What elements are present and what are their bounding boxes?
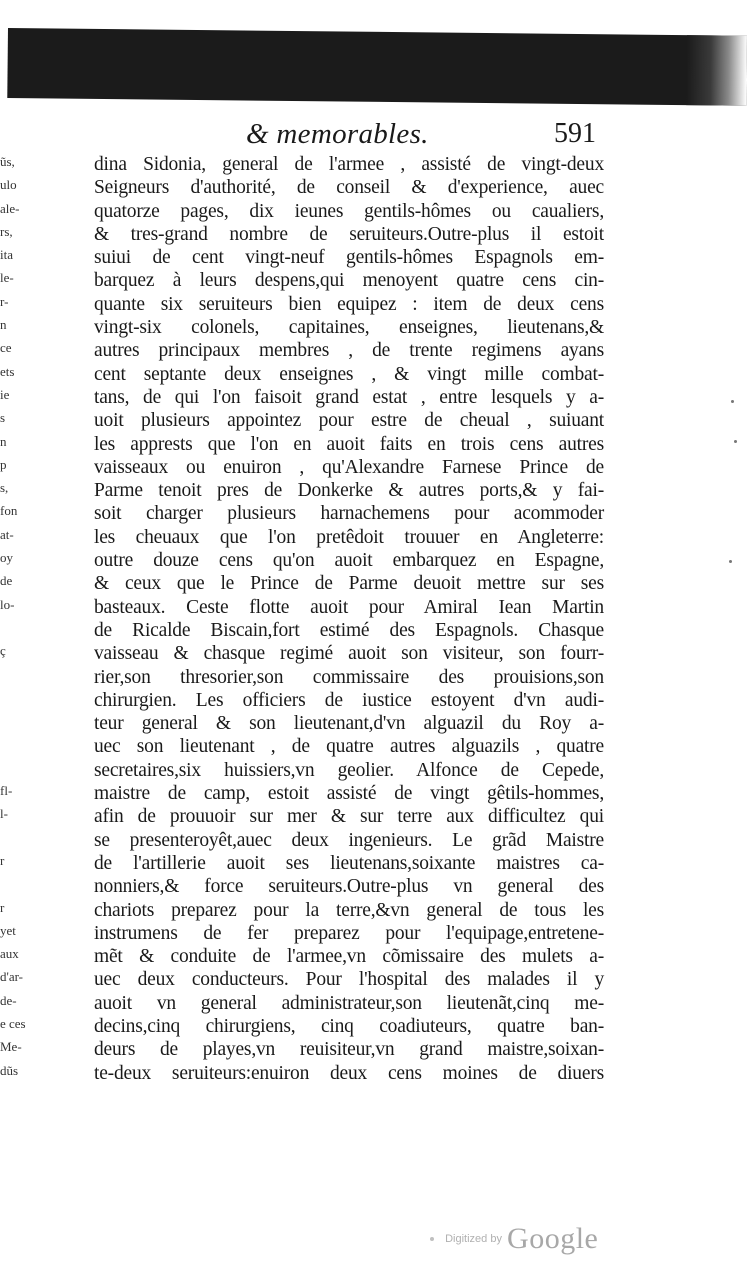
speck xyxy=(731,400,734,403)
margin-note: l- xyxy=(0,806,8,822)
margin-note: ie xyxy=(0,386,10,402)
margin-note xyxy=(0,732,30,755)
margin-note xyxy=(0,709,30,732)
text-line: les apprests que l'on en auoit faits en trois cens autres xyxy=(94,433,604,455)
speck xyxy=(734,440,737,443)
margin-note: e ces xyxy=(0,1015,26,1031)
text-line: te-deux seruiteurs:enuiron deux cens moines de diuers xyxy=(94,1062,604,1084)
text-line: rier,son thresorier,son commissaire des prouisions,son xyxy=(94,666,604,688)
margin-note: r xyxy=(0,899,5,915)
text-line: autres principaux membres , de trente regimens ayans xyxy=(94,340,604,362)
margin-note xyxy=(0,826,30,849)
text-line: suiui de cent vingt-neuf gentils-hômes Espagnols em- xyxy=(94,247,604,269)
margin-note xyxy=(0,663,30,686)
margin-note xyxy=(0,616,30,639)
text-line: cent septante deux enseignes , & vingt mille combat- xyxy=(94,363,604,385)
margin-note: de- xyxy=(0,992,17,1008)
text-line: & tres-grand nombre de seruiteurs.Outre-plus il estoit xyxy=(94,223,604,245)
margin-note: oy xyxy=(0,550,13,566)
margin-note: fl- xyxy=(0,783,13,799)
margin-note: n xyxy=(0,317,7,333)
page-header xyxy=(96,116,596,156)
margin-note: s xyxy=(0,410,6,426)
google-logo: Google xyxy=(507,1222,599,1255)
text-line: auoit vn general administrateur,son lieutenãt,cinq me- xyxy=(94,992,604,1014)
text-line: deurs de playes,vn reuisiteur,vn grand maistre,soixan- xyxy=(94,1039,604,1061)
text-line: afin de prouuoir sur mer & sur terre aux difficultez qui xyxy=(94,806,604,828)
margin-note: rs, xyxy=(0,223,13,239)
margin-note: Me- xyxy=(0,1039,22,1055)
margin-note: r xyxy=(0,852,5,868)
text-line: vingt-six colonels, capitaines, enseignes, lieutenans,& xyxy=(94,317,604,339)
running-title: & memorables. xyxy=(246,118,429,150)
text-line: & ceux que le Prince de Parme deuoit mettre sur ses xyxy=(94,573,604,595)
margin-note: ũs, xyxy=(0,154,15,169)
digitized-by-text: Digitized by xyxy=(445,1233,502,1245)
margin-note: dũs xyxy=(0,1062,19,1078)
text-line: teur general & son lieutenant,d'vn alguazil du Roy a- xyxy=(94,713,604,735)
page-number: 591 xyxy=(554,118,596,149)
margin-note: ale- xyxy=(0,200,20,216)
margin-note: lo- xyxy=(0,596,15,612)
margin-note xyxy=(0,756,30,779)
margin-note: at- xyxy=(0,526,14,542)
speck xyxy=(729,560,732,563)
margin-note: ets xyxy=(0,363,15,379)
text-line: outre douze cens qu'on auoit embarquez en Espagne, xyxy=(94,550,604,572)
text-line: uoit plusieurs appointez pour estre de cheual , suiuant xyxy=(94,410,604,432)
text-line: se presenteroyêt,auec deux ingenieurs. Le grãd Maistre xyxy=(94,829,604,851)
text-line: maistre de camp, estoit assisté de vingt gêtils-hommes, xyxy=(94,783,604,805)
text-line: de l'artillerie auoit ses lieutenans,soixante maistres ca- xyxy=(94,852,604,874)
text-line: quatorze pages, dix ieunes gentils-hômes ou caualiers, xyxy=(94,200,604,222)
margin-note: p xyxy=(0,456,7,472)
margin-note: ç xyxy=(0,643,6,659)
text-line: chariots preparez pour la terre,&vn general de tous les xyxy=(94,899,604,921)
margin-note: d'ar- xyxy=(0,969,24,985)
margin-note: le- xyxy=(0,270,14,286)
text-line: nonniers,& force seruiteurs.Outre-plus vn general des xyxy=(94,876,604,898)
text-line: basteaux. Ceste flotte auoit pour Amiral Iean Martin xyxy=(94,596,604,618)
margin-note: n xyxy=(0,433,7,449)
text-line: vaisseau & chasque regimé auoit son visiteur, son fourr- xyxy=(94,643,604,665)
text-line: Parme tenoit pres de Donkerke & autres ports,& y fai- xyxy=(94,480,604,502)
margin-note xyxy=(0,872,30,895)
margin-note: ce xyxy=(0,340,12,356)
text-line: soit charger plusieurs harnachemens pour acommoder xyxy=(94,503,604,525)
text-line: instrumens de fer preparez pour l'equipage,entretene- xyxy=(94,922,604,944)
text-line: vaisseaux ou enuiron , qu'Alexandre Farnese Prince de xyxy=(94,456,604,478)
margin-note: aux xyxy=(0,946,19,962)
margin-note: fon xyxy=(0,503,18,519)
margin-note: r- xyxy=(0,293,9,309)
margin-note: s, xyxy=(0,480,9,496)
margin-note xyxy=(0,686,30,709)
text-line: Seigneurs d'authorité, de conseil & d'experience, auec xyxy=(94,177,604,199)
text-line: les cheuaux que l'on pretêdoit trouuer en Angleterre: xyxy=(94,526,604,548)
scan-shadow-band xyxy=(7,28,747,106)
left-margin-notes xyxy=(0,150,30,1082)
text-line: chirurgien. Les officiers de iustice estoyent d'vn audi- xyxy=(94,689,604,711)
margin-note: ita xyxy=(0,247,13,263)
text-line: secretaires,six huissiers,vn geolier. Alfonce de Cepede, xyxy=(94,759,604,781)
margin-note: ulo xyxy=(0,177,17,193)
text-line: decins,cinq chirurgiens, cinq coadiuteurs, quatre ban- xyxy=(94,1015,604,1037)
text-line: uec son lieutenant , de quatre autres alguazils , quatre xyxy=(94,736,604,758)
text-line: dina Sidonia, general de l'armee , assisté de vingt-deux xyxy=(94,154,604,175)
body-text xyxy=(94,153,604,1085)
text-line: quante six seruiteurs bien equipez : item de deux cens xyxy=(94,293,604,315)
margin-note: de xyxy=(0,573,13,589)
text-line: mẽt & conduite de l'armee,vn cõmissaire des mulets a- xyxy=(94,946,604,968)
digitized-stamp xyxy=(430,1222,598,1258)
margin-note: yet xyxy=(0,922,16,938)
right-edge-specks xyxy=(729,380,739,580)
text-line: de Ricalde Biscain,fort estimé des Espagnols. Chasque xyxy=(94,619,604,641)
text-line: uec deux conducteurs. Pour l'hospital des malades il y xyxy=(94,969,604,991)
stamp-dot-icon xyxy=(430,1237,434,1241)
text-line: tans, de qui l'on faisoit grand estat , entre lesquels y a- xyxy=(94,386,604,408)
scan-shadow-edge xyxy=(686,35,747,106)
text-line: barquez à leurs despens,qui menoyent quatre cens cin- xyxy=(94,270,604,292)
